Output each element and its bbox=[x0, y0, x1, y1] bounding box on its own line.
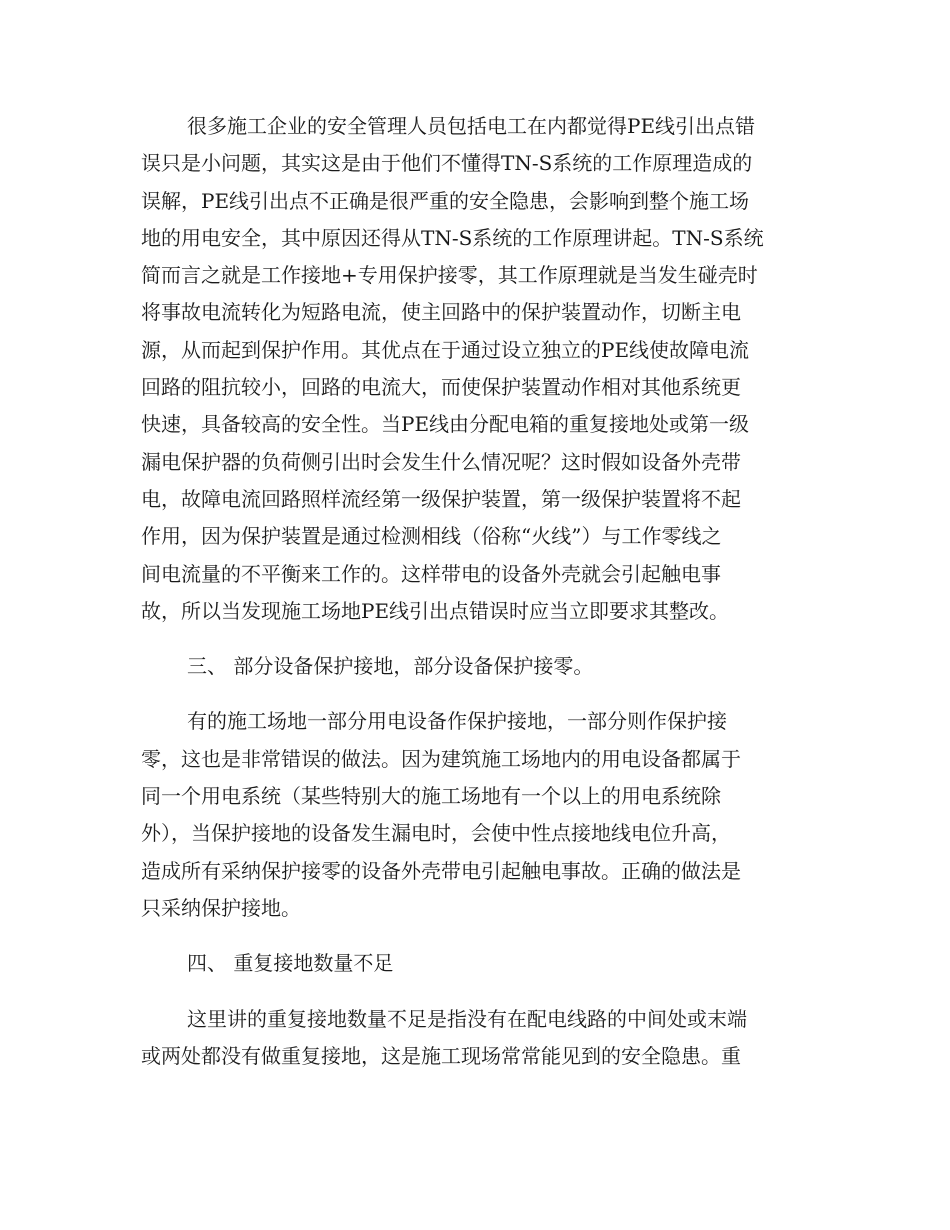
text-line: 间电流量的不平衡来工作的。这样带电的设备外壳就会引起触电事 bbox=[141, 561, 721, 586]
document-body bbox=[141, 108, 807, 1075]
spacer bbox=[141, 685, 807, 703]
text-line: 误只是小问题，其实这是由于他们不懂得TN-S系统的工作原理造成的 bbox=[141, 151, 753, 176]
paragraph-mixed-protection bbox=[141, 703, 807, 927]
text-line: 有的施工场地一部分用电设备作保护接地，一部分则作保护接 bbox=[187, 709, 727, 734]
text-line: 回路的阻抗较小，回路的电流大，而使保护装置动作相对其他系统更 bbox=[141, 375, 741, 400]
text-line: 很多施工企业的安全管理人员包括电工在内都觉得PE线引出点错 bbox=[187, 114, 756, 138]
text-line: 造成所有采纳保护接零的设备外壳带电引起触电事故。正确的做法是 bbox=[141, 858, 741, 883]
text-line: 简而言之就是工作接地+专用保护接零，其工作原理就是当发生碰壳时 bbox=[141, 263, 758, 288]
text-line: 漏电保护器的负荷侧引出时会发生什么情况呢？这时假如设备外壳带 bbox=[141, 449, 741, 474]
text-line: 零，这也是非常错误的做法。因为建筑施工场地内的用电设备都属于 bbox=[141, 746, 741, 771]
paragraph-repeat-grounding bbox=[141, 1001, 807, 1076]
text-line: 同一个用电系统（某些特别大的施工场地有一个以上的用电系统除 bbox=[141, 784, 721, 809]
paragraph-pe-line-error bbox=[141, 108, 807, 630]
text-line: 这里讲的重复接地数量不足是指没有在配电线路的中间处或末端 bbox=[187, 1006, 747, 1031]
text-line: 电，故障电流回路照样流经第一级保护装置，第一级保护装置将不起 bbox=[141, 486, 741, 511]
text-line: 故，所以当发现施工场地PE线引出点错误时应当立即要求其整改。 bbox=[141, 598, 730, 623]
spacer bbox=[141, 630, 807, 648]
text-line: 或两处都没有做重复接地，这是施工现场常常能见到的安全隐患。重 bbox=[141, 1043, 741, 1068]
spacer bbox=[141, 983, 807, 1001]
text-line: 地的用电安全，其中原因还得从TN-S系统的工作原理讲起。TN-S系统 bbox=[141, 225, 764, 250]
text-line: 误解，PE线引出点不正确是很严重的安全隐患，会影响到整个施工场 bbox=[141, 188, 750, 213]
text-line: 快速，具备较高的安全性。当PE线由分配电箱的重复接地处或第一级 bbox=[141, 412, 750, 437]
text-line: 只采纳保护接地。 bbox=[141, 895, 301, 920]
text-line: 作用，因为保护装置是通过检测相线（俗称“火线”）与工作零线之 bbox=[141, 524, 722, 549]
text-line: 源，从而起到保护作用。其优点在于通过设立独立的PE线使故障电流 bbox=[141, 337, 750, 362]
spacer bbox=[141, 927, 807, 945]
section-heading-4: 四、 重复接地数量不足 bbox=[187, 951, 394, 976]
text-line: 外），当保护接地的设备发生漏电时，会使中性点接地线电位升高， bbox=[141, 821, 731, 846]
section-heading-3: 三、 部分设备保护接地，部分设备保护接零。 bbox=[187, 654, 594, 679]
text-line: 将事故电流转化为短路电流，使主回路中的保护装置动作，切断主电 bbox=[141, 300, 741, 325]
